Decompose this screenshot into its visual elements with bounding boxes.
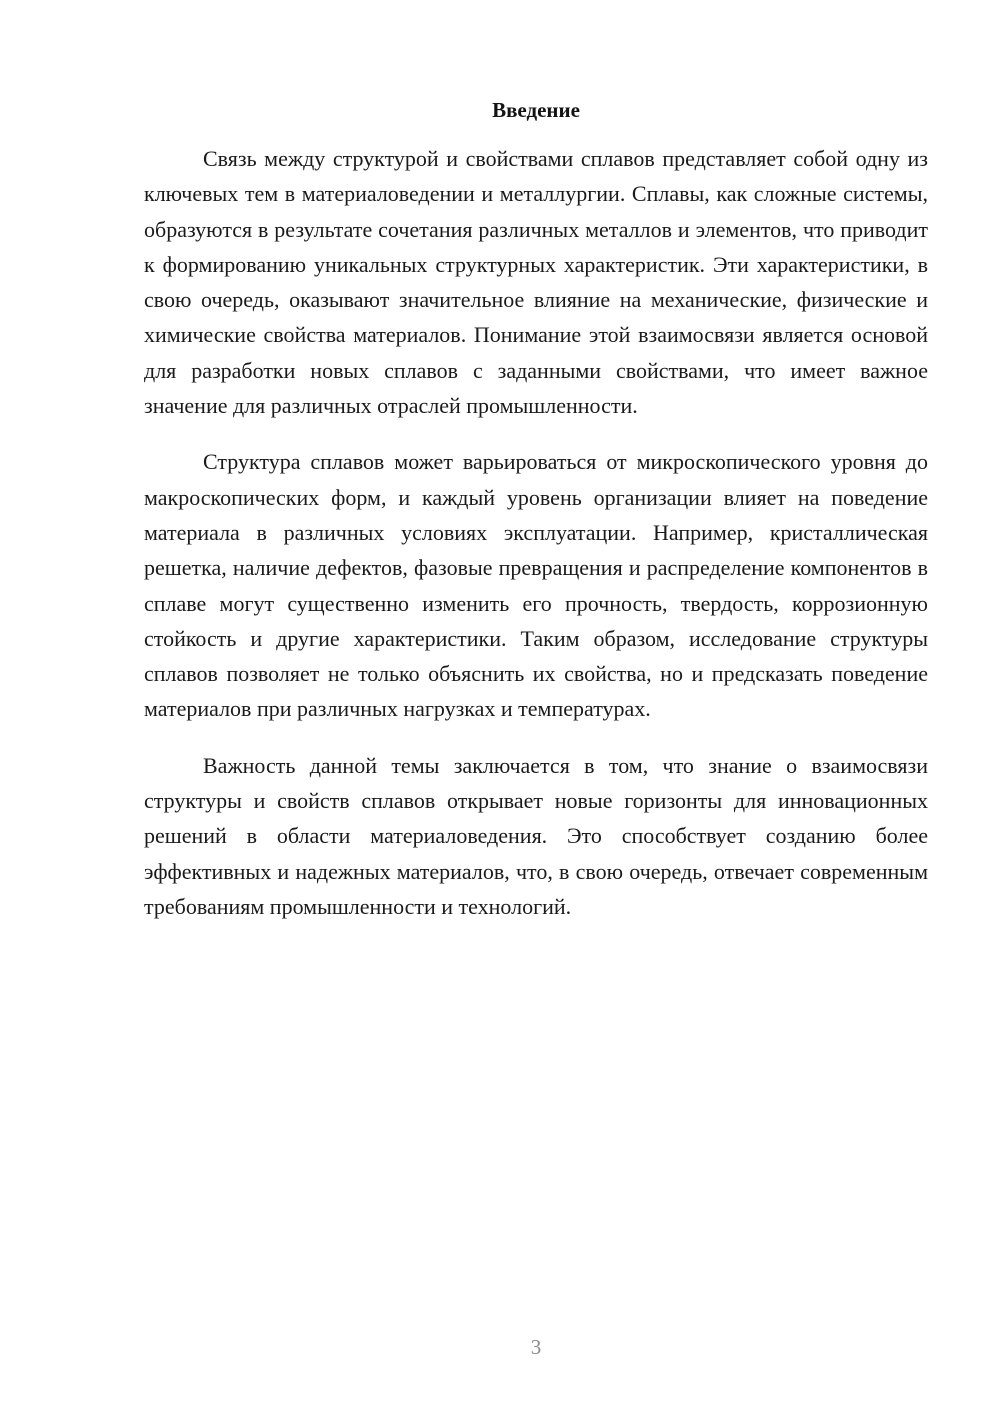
paragraph-2: Структура сплавов может варьироваться от микроскопического уровня до макроскопических форм, и каждый уровень организации влияет на поведение материала в различных условиях эксплуатации. Например, кристаллическая решетка, наличие дефектов, фазовые превращения и распределение компонентов в сплаве могут существенно изменить его прочность, твердость, коррозионную стойкость и другие характеристики. Таким образом, исследование структуры сплавов позволяет не только объяснить их свойства, но и предсказать поведение материалов при различных нагрузках и температурах. [144, 449, 928, 722]
page-body [144, 95, 928, 924]
page-number: 3 [530, 1335, 542, 1359]
paragraph-3: Важность данной темы заключается в том, что знание о взаимосвязи структуры и свойств сплавов открывает новые горизонты для инновационных решений в области материаловедения. Это способствует созданию более эффективных и надежных материалов, что, в свою очередь, отвечает современным требованиям промышленности и технологий. [144, 752, 928, 919]
section-heading: Введение [492, 98, 580, 122]
paragraph-1: Связь между структурой и свойствами сплавов представляет собой одну из ключевых тем в материаловедении и металлургии. Сплавы, как сложные системы, образуются в результате сочетания различных металлов и элементов, что приводит к формированию уникальных структурных характеристик. Эти характеристики, в свою очередь, оказывают значительное влияние на механические, физические и химические свойства материалов. Понимание этой взаимосвязи является основой для разработки новых сплавов с заданными свойствами, что имеет важное значение для различных отраслей промышленности. [144, 146, 928, 419]
